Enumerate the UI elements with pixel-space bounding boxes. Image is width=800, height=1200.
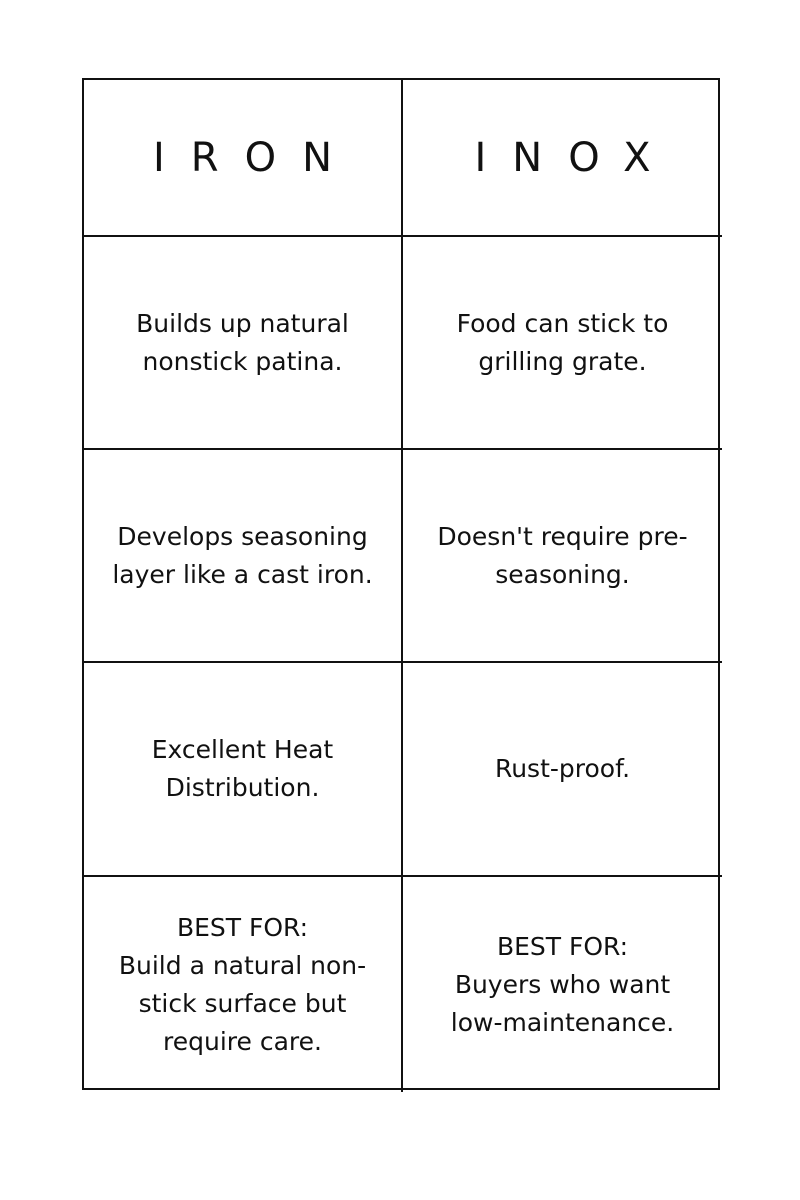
- row-1-iron-cell: [84, 237, 403, 450]
- best-for-inox-text: Buyers who want low-maintenance.: [450, 969, 675, 1037]
- comparison-table: [82, 78, 720, 1090]
- row-2-iron-text: Develops seasoning layer like a cast iron.: [112, 521, 373, 589]
- best-for-label-inox: BEST FOR:: [496, 931, 629, 961]
- row-2-inox-text: Doesn't require pre- seasoning.: [437, 521, 688, 589]
- header-inox: INOX: [474, 134, 677, 181]
- best-for-iron-text: Build a natural non- stick surface but require care.: [118, 950, 367, 1056]
- row-1-inox-cell: [403, 237, 722, 450]
- row-3-iron-cell: [84, 663, 403, 877]
- row-2-iron-cell: [84, 450, 403, 663]
- row-3-inox-cell: [403, 663, 722, 877]
- best-for-inox-cell: [403, 877, 722, 1092]
- row-3-iron-text: Excellent Heat Distribution.: [151, 735, 334, 802]
- header-iron: IRON: [153, 134, 358, 181]
- row-2-inox-cell: [403, 450, 722, 663]
- best-for-label-iron: BEST FOR:: [176, 912, 309, 942]
- row-1-iron-text: Builds up natural nonstick patina.: [136, 308, 349, 376]
- row-1-inox-text: Food can stick to grilling grate.: [456, 308, 669, 376]
- header-cell-inox: [403, 80, 722, 237]
- row-3-inox-text: Rust-proof.: [494, 754, 631, 783]
- best-for-iron-cell: [84, 877, 403, 1092]
- header-cell-iron: [84, 80, 403, 237]
